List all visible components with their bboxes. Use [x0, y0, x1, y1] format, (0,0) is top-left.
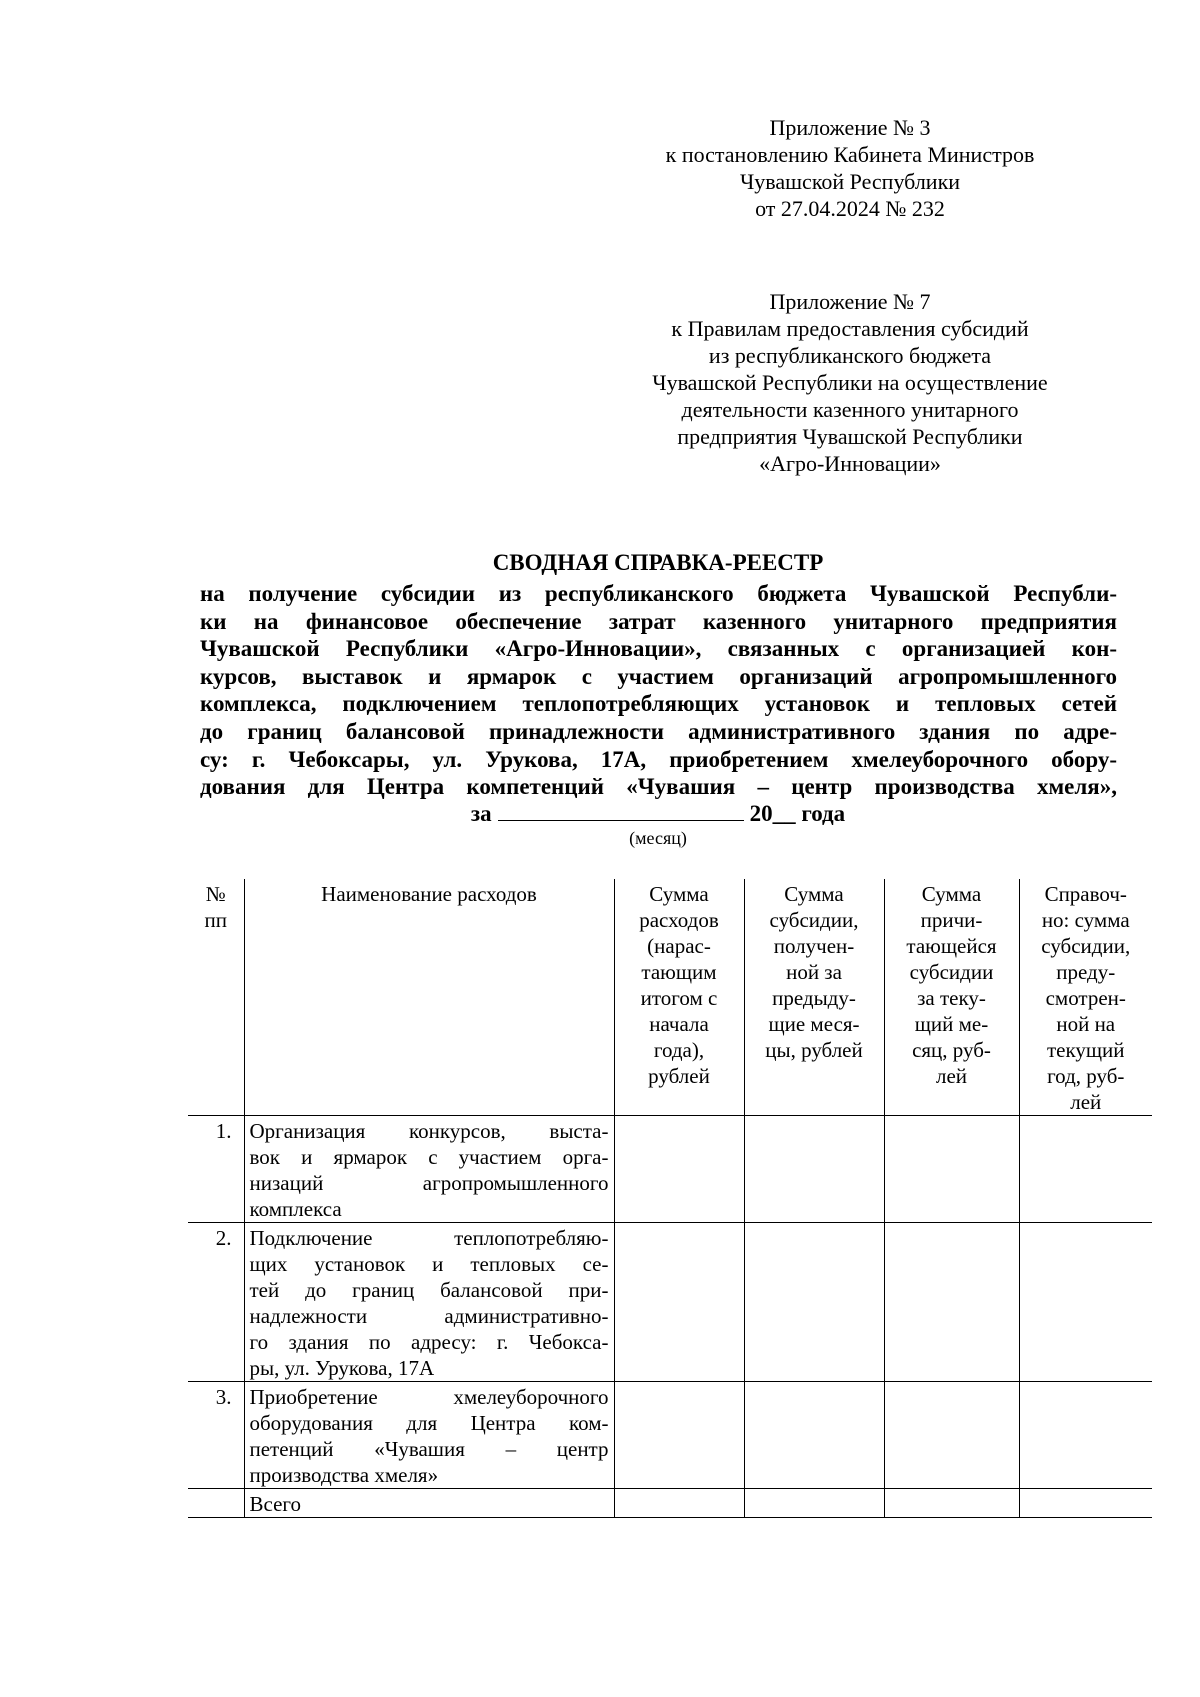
expense-name-line: щих установок и тепловых се- [249, 1252, 609, 1276]
amount-cell [884, 1489, 1019, 1518]
column-header-line: сяц, руб- [912, 1038, 991, 1062]
column-header-line: причи- [920, 908, 983, 932]
expense-name-line: тей до границ балансовой при- [249, 1278, 609, 1302]
column-header-line: щие меся- [768, 1012, 860, 1036]
column-header-line: тающейся [906, 934, 997, 958]
month-blank-field [498, 800, 744, 821]
month-note: (месяц) [629, 828, 687, 848]
column-header-4 [744, 879, 884, 1116]
amount-cell [1019, 1489, 1152, 1518]
table-row [188, 1116, 1152, 1223]
annex2-line: к Правилам предоставления субсидий [671, 316, 1029, 341]
period-year: 20__ года [749, 801, 846, 826]
amount-cell [1019, 1382, 1152, 1489]
column-header-line: итогом с [640, 986, 718, 1010]
column-header-1 [188, 879, 244, 1116]
amount-cell [1019, 1223, 1152, 1382]
annex1-line: Приложение № 3 [769, 115, 931, 140]
column-header-line: текущий [1046, 1038, 1125, 1062]
expense-name-line: го здания по адресу: г. Чебокса- [249, 1330, 609, 1354]
column-header-6 [1019, 879, 1152, 1116]
column-header-line: Наименование расходов [321, 882, 537, 906]
column-header-line: начала [649, 1012, 709, 1036]
column-header-line: ной на [1056, 1012, 1116, 1036]
column-header-5 [884, 879, 1019, 1116]
table-header-row [188, 879, 1152, 1116]
period-line [0, 800, 1200, 827]
expense-name-line: петенций «Чувашия – центр [249, 1437, 609, 1461]
column-header-line: Сумма [649, 882, 709, 906]
column-header-line: № [205, 882, 226, 906]
subtitle-line: ки на финансовое обеспечение затрат казенного унитарного предприятия [200, 608, 1117, 634]
period-prefix: за [470, 801, 492, 826]
column-header-line: пп [204, 908, 227, 932]
expense-name [244, 1223, 614, 1382]
column-header-line: получен- [773, 934, 855, 958]
amount-cell [744, 1116, 884, 1223]
column-header-line: смотрен- [1045, 986, 1126, 1010]
table-row [188, 1223, 1152, 1382]
expense-name-line: оборудования для Центра ком- [249, 1411, 609, 1435]
annex-7-header [610, 288, 1090, 477]
total-label: Всего [244, 1489, 614, 1518]
amount-cell [884, 1116, 1019, 1223]
column-header-line: но: сумма [1041, 908, 1130, 932]
expense-name-line: вок и ярмарок с участием орга- [249, 1145, 609, 1169]
expense-name-line: комплекса [249, 1197, 342, 1221]
amount-cell [744, 1223, 884, 1382]
column-header-line: ной за [786, 960, 842, 984]
registry-table [188, 879, 1152, 1518]
amount-cell [1019, 1116, 1152, 1223]
column-header-2 [244, 879, 614, 1116]
subtitle-line: дования для Центра компетенций «Чувашия – центр производства хмеля», [200, 774, 1117, 800]
column-header-line: Справоч- [1044, 882, 1127, 906]
expense-name-line: Подключение теплопотребляю- [249, 1226, 609, 1250]
subtitle-line: до границ балансовой принадлежности административного здания по адре- [200, 718, 1117, 744]
annex2-line: деятельности казенного унитарного [681, 397, 1019, 422]
annex2-line: Приложение № 7 [769, 289, 931, 314]
column-header-line: субсидии, [1041, 934, 1131, 958]
expense-name-line: производства хмеля» [249, 1463, 439, 1487]
column-header-line: преду- [1056, 960, 1116, 984]
amount-cell [884, 1223, 1019, 1382]
column-header-line: тающим [641, 960, 717, 984]
subtitle-line: су: г. Чебоксары, ул. Урукова, 17А, приобретением хмелеуборочного обору- [200, 746, 1117, 772]
table-row [188, 1382, 1152, 1489]
annex2-line: Чувашской Республики на осуществление [652, 370, 1048, 395]
amount-cell [744, 1489, 884, 1518]
subtitle-line: комплекса, подключением теплопотребляющих установок и тепловых сетей [200, 691, 1117, 717]
column-header-line: Сумма [921, 882, 982, 906]
column-header-line: за теку- [917, 986, 986, 1010]
column-header-line: расходов [639, 908, 719, 932]
subtitle-line: Чувашской Республики «Агро-Инновации», связанных с организацией кон- [200, 636, 1117, 662]
expense-name-line: надлежности административно- [249, 1304, 609, 1328]
amount-cell [884, 1382, 1019, 1489]
row-number: 3. [188, 1382, 244, 1489]
amount-cell [614, 1116, 744, 1223]
amount-cell [614, 1382, 744, 1489]
column-header-3 [614, 879, 744, 1116]
column-header-line: цы, рублей [765, 1038, 863, 1062]
annex1-line: от 27.04.2024 № 232 [755, 196, 945, 221]
document-subtitle [200, 580, 1117, 801]
row-number: 2. [188, 1223, 244, 1382]
row-number: 1. [188, 1116, 244, 1223]
column-header-line: щий ме- [914, 1012, 989, 1036]
annex2-line: из республиканского бюджета [708, 343, 992, 368]
total-row [188, 1489, 1152, 1518]
amount-cell [614, 1489, 744, 1518]
expense-name-line: ры, ул. Урукова, 17А [249, 1356, 435, 1380]
column-header-line: субсидии [909, 960, 994, 984]
column-header-line: субсидии, [769, 908, 859, 932]
subtitle-line: на получение субсидии из республиканского бюджета Чувашской Республи- [200, 581, 1117, 606]
expense-name-line: Приобретение хмелеуборочного [249, 1385, 609, 1409]
column-header-line: лей [935, 1064, 968, 1088]
expense-name [244, 1116, 614, 1223]
annex1-line: к постановлению Кабинета Министров [665, 142, 1035, 167]
expense-name [244, 1382, 614, 1489]
document-title: СВОДНАЯ СПРАВКА-РЕЕСТР [492, 550, 824, 575]
amount-cell [614, 1223, 744, 1382]
annex1-line: Чувашской Республики [739, 169, 961, 194]
expense-name-line: Организация конкурсов, выста- [249, 1119, 609, 1143]
column-header-line: года), [653, 1038, 705, 1062]
row-number [188, 1489, 244, 1518]
expense-name-line: низаций агропромышленного [249, 1171, 609, 1195]
column-header-line: Сумма [784, 882, 844, 906]
annex2-line: «Агро-Инновации» [759, 451, 941, 476]
annex-3-header [610, 114, 1090, 222]
annex2-line: предприятия Чувашской Республики [677, 424, 1023, 449]
subtitle-line: курсов, выставок и ярмарок с участием организаций агропромышленного [200, 663, 1117, 689]
column-header-line: (нарас- [647, 934, 711, 958]
column-header-line: лей [1070, 1090, 1102, 1114]
amount-cell [744, 1382, 884, 1489]
column-header-line: год, руб- [1047, 1064, 1125, 1088]
column-header-line: предыду- [772, 986, 856, 1010]
column-header-line: рублей [648, 1064, 710, 1088]
